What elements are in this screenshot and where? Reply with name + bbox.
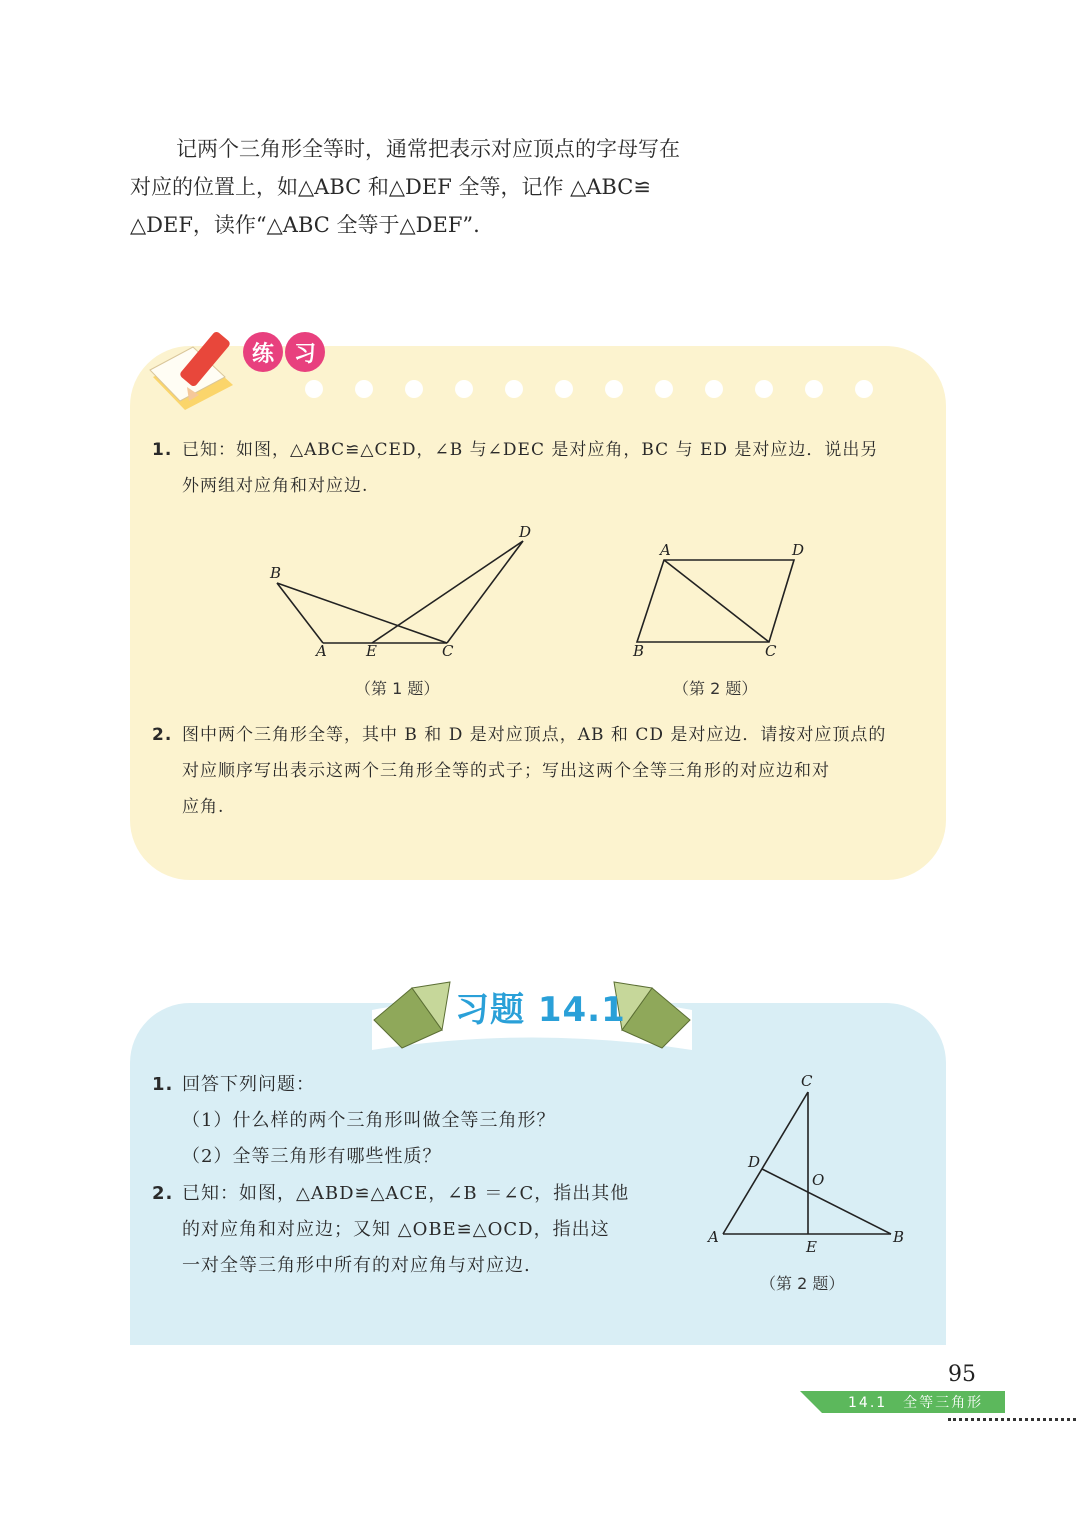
- decor-dot: [355, 380, 373, 398]
- question-number: 2.: [152, 1183, 174, 1204]
- decor-dot: [655, 380, 673, 398]
- vertex-label-A: A: [708, 1228, 719, 1246]
- question-line: 的对应角和对应边；又知 △OBE≌△OCD，指出这: [182, 1219, 610, 1240]
- page-number: 95: [948, 1362, 976, 1387]
- intro-line-1: 记两个三角形全等时，通常把表示对应顶点的字母写在: [176, 137, 680, 161]
- decor-dot: [855, 380, 873, 398]
- practice-question-1: [152, 432, 922, 504]
- pencil-paper-icon: [150, 330, 233, 410]
- intro-line-3: △DEF，读作“△ABC 全等于△DEF”.: [130, 213, 480, 237]
- exercise-figure-caption: （第 2 题）: [760, 1274, 845, 1293]
- vertex-label-B: B: [633, 642, 645, 660]
- question-line: 外两组对应角和对应边.: [182, 476, 369, 496]
- vertex-label-O: O: [812, 1171, 825, 1189]
- question-number: 1.: [152, 440, 173, 460]
- question-line: 回答下列问题：: [182, 1074, 315, 1095]
- figure-1-caption: （第 1 题）: [355, 679, 440, 698]
- vertex-label-E: E: [366, 642, 377, 660]
- question-line: （2）全等三角形有哪些性质？: [182, 1146, 442, 1167]
- vertex-label-C: C: [765, 642, 777, 660]
- exercise-question-1: [152, 1067, 682, 1175]
- vertex-label-A: A: [316, 642, 327, 660]
- practice-badge-1-text: 练: [251, 342, 275, 367]
- vertex-label-C: C: [801, 1072, 813, 1090]
- intro-paragraph: [130, 130, 730, 244]
- vertex-label-D: D: [748, 1153, 761, 1171]
- question-line: 应角.: [182, 797, 225, 817]
- decor-dot: [505, 380, 523, 398]
- decor-dot: [455, 380, 473, 398]
- section-tag-label: 14.1 全等三角形: [848, 1395, 984, 1411]
- decor-dot: [605, 380, 623, 398]
- decor-dot: [405, 380, 423, 398]
- practice-figure-2: [625, 538, 815, 663]
- practice-dot-row: [300, 380, 900, 400]
- vertex-label-A: A: [660, 541, 671, 559]
- practice-question-2: [152, 717, 922, 825]
- question-line: 已知：如图，△ABC≌△CED，∠B 与∠DEC 是对应角，BC 与 ED 是对应边．说出另: [182, 440, 879, 460]
- exercise-figure: [700, 1068, 915, 1258]
- vertex-label-D: D: [792, 541, 805, 559]
- practice-badge-2-text: 习: [293, 342, 317, 367]
- footer-dotted-line: [948, 1418, 1076, 1421]
- vertex-label-C: C: [442, 642, 454, 660]
- decor-dot: [305, 380, 323, 398]
- practice-header: [145, 325, 385, 420]
- vertex-label-D: D: [519, 523, 532, 541]
- question-number: 2.: [152, 725, 173, 745]
- question-line: （1）什么样的两个三角形叫做全等三角形？: [182, 1110, 556, 1131]
- decor-dot: [555, 380, 573, 398]
- question-line: 对应顺序写出表示这两个三角形全等的式子；写出这两个全等三角形的对应边和对: [182, 761, 830, 781]
- vertex-label-B: B: [893, 1228, 905, 1246]
- vertex-label-E: E: [806, 1238, 817, 1256]
- figure-2-caption: （第 2 题）: [673, 679, 758, 698]
- exercise-question-2: [152, 1176, 692, 1284]
- decor-dot: [755, 380, 773, 398]
- practice-figure-1: [260, 520, 550, 670]
- vertex-label-B: B: [270, 564, 282, 582]
- intro-line-2: 对应的位置上，如△ABC 和△DEF 全等，记作 △ABC≌: [130, 175, 651, 199]
- question-line: 图中两个三角形全等，其中 B 和 D 是对应顶点，AB 和 CD 是对应边．请按对应顶点的: [182, 725, 887, 745]
- exercise-title: 习题 14.1: [455, 990, 626, 1030]
- question-line: 已知：如图，△ABD≌△ACE，∠B ＝∠C，指出其他: [182, 1183, 630, 1204]
- question-number: 1.: [152, 1074, 174, 1095]
- question-line: 一对全等三角形中所有的对应角与对应边.: [182, 1255, 531, 1276]
- decor-dot: [705, 380, 723, 398]
- decor-dot: [805, 380, 823, 398]
